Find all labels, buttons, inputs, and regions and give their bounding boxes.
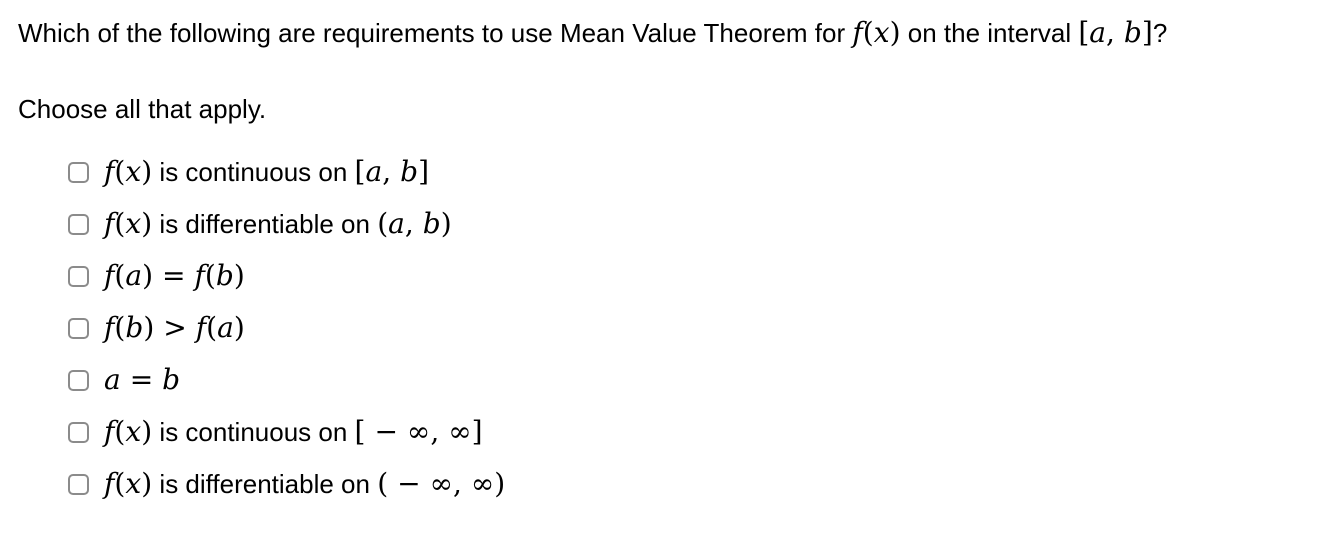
option-label: f(x) is differentiable on (a, b) [104, 207, 452, 241]
checkbox-unchecked-icon[interactable] [68, 370, 89, 391]
checkbox-unchecked-icon[interactable] [68, 474, 89, 495]
question-prompt: Which of the following are requirements to use Mean Value Theorem for f(x) on the interval [a, b]? [18, 16, 1168, 49]
option-row-7[interactable] [68, 464, 1324, 505]
option-row-5[interactable] [68, 360, 1324, 401]
checkbox-unchecked-icon[interactable] [68, 318, 89, 339]
option-row-1[interactable] [68, 152, 1324, 193]
checkbox-unchecked-icon[interactable] [68, 214, 89, 235]
option-row-6[interactable] [68, 412, 1324, 453]
checkbox-unchecked-icon[interactable] [68, 162, 89, 183]
option-label: f(a) = f(b) [104, 259, 245, 293]
checkbox-unchecked-icon[interactable] [68, 266, 89, 287]
checkbox-unchecked-icon[interactable] [68, 422, 89, 443]
option-label: a = b [104, 363, 181, 397]
options-list [68, 152, 1324, 505]
option-label: f(x) is differentiable on ( − ∞, ∞) [104, 467, 506, 501]
option-label: f(x) is continuous on [ − ∞, ∞] [104, 415, 483, 449]
option-row-2[interactable] [68, 204, 1324, 245]
question-instruction: Choose all that apply. [18, 93, 267, 124]
option-row-4[interactable] [68, 308, 1324, 349]
option-row-3[interactable] [68, 256, 1324, 297]
option-label: f(b) > f(a) [104, 311, 245, 345]
option-label: f(x) is continuous on [a, b] [104, 155, 430, 189]
